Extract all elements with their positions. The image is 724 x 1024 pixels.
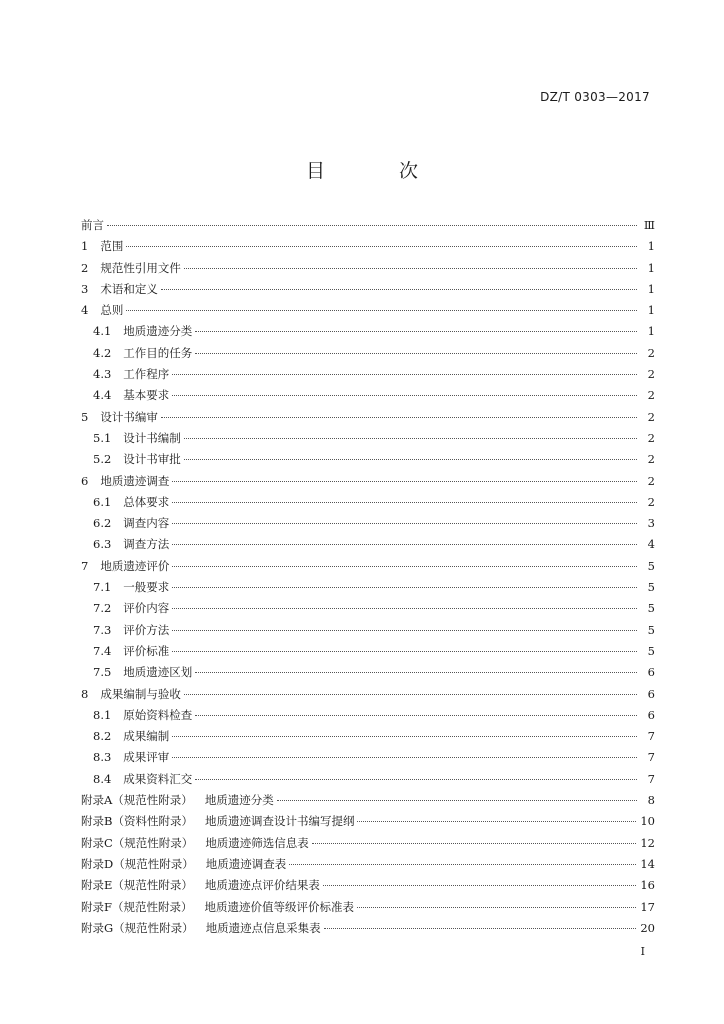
toc-entry-title: 设计书编审 <box>100 409 158 424</box>
toc-entry-number: 7.2 <box>93 601 112 616</box>
toc-entry-page: 5 <box>647 601 655 616</box>
toc-entry-page: 1 <box>647 239 655 254</box>
toc-entry-title: 地质遗迹分类 <box>123 324 193 339</box>
toc-entry-page: 1 <box>647 303 655 318</box>
toc-entry[interactable] <box>81 300 655 321</box>
toc-entry-page: Ⅲ <box>643 218 655 232</box>
toc-leader-dots <box>107 225 637 226</box>
toc-entry-page: 14 <box>640 856 655 871</box>
toc-entry-page: 1 <box>647 324 655 339</box>
toc-leader-dots <box>195 672 637 673</box>
toc-entry-number: 7.5 <box>93 665 112 680</box>
toc-entry[interactable] <box>81 449 655 470</box>
toc-leader-dots <box>172 630 637 631</box>
toc-entry-number: 4 <box>81 303 89 318</box>
toc-leader-dots <box>289 864 636 865</box>
toc-entry-title: 基本要求 <box>123 388 170 403</box>
toc-leader-dots <box>323 885 636 886</box>
toc-entry-number: 8.4 <box>93 771 112 786</box>
toc-leader-dots <box>195 353 637 354</box>
page-title: 目 次 <box>305 160 453 182</box>
toc-entry-title: 成果编制与验收 <box>100 686 181 701</box>
toc-leader-dots <box>172 502 637 503</box>
toc-entry[interactable] <box>81 854 655 875</box>
toc-entry[interactable] <box>81 833 655 854</box>
toc-entry-page: 6 <box>647 665 655 680</box>
toc-entry-title: 地质遗迹调查 <box>100 473 170 488</box>
toc-entry-page: 2 <box>647 494 655 509</box>
standard-code: DZ/T 0303—2017 <box>540 90 650 104</box>
toc-entry[interactable] <box>81 897 655 918</box>
toc-entry-page: 8 <box>647 793 655 808</box>
toc-entry-title: 设计书编制 <box>123 430 181 445</box>
toc-leader-dots <box>172 566 637 567</box>
toc-leader-dots <box>172 374 637 375</box>
toc-entry-page: 5 <box>647 643 655 658</box>
toc-entry-title: 设计书审批 <box>123 452 181 467</box>
toc-entry-title: 工作目的任务 <box>123 345 193 360</box>
toc-entry-title: 地质遗迹分类 <box>204 793 274 808</box>
toc-entry-title: 评价内容 <box>123 601 170 616</box>
toc-entry-number: 6.1 <box>93 494 112 509</box>
toc-entry-page: 2 <box>647 452 655 467</box>
toc-entry-title: 成果评审 <box>123 750 170 765</box>
toc-entry[interactable] <box>81 258 655 279</box>
toc-entry-page: 10 <box>640 814 655 829</box>
toc-entry-title: 地质遗迹调查设计书编写提纲 <box>204 814 355 829</box>
toc-leader-dots <box>172 736 637 737</box>
toc-entry-title: 地质遗迹区划 <box>123 665 193 680</box>
toc-leader-dots <box>172 544 637 545</box>
toc-entry-title: 范围 <box>100 239 124 254</box>
toc-leader-dots <box>161 289 637 290</box>
toc-entry-page: 2 <box>647 388 655 403</box>
toc-entry-number: 附录D（规范性附录） <box>81 856 194 871</box>
toc-entry-page: 5 <box>647 558 655 573</box>
toc-entry-page: 2 <box>647 430 655 445</box>
toc-entry-page: 2 <box>647 409 655 424</box>
toc-entry[interactable] <box>81 875 655 896</box>
toc-entry[interactable] <box>81 492 655 513</box>
toc-entry-number: 附录E（规范性附录） <box>81 878 193 893</box>
toc-entry-title: 成果编制 <box>123 729 170 744</box>
toc-entry-number: 1 <box>81 239 89 254</box>
toc-entry[interactable] <box>81 471 655 492</box>
toc-entry-page: 17 <box>640 899 655 914</box>
toc-entry[interactable] <box>81 385 655 406</box>
toc-leader-dots <box>172 651 637 652</box>
toc-entry-page: 4 <box>647 537 655 552</box>
toc-leader-dots <box>172 757 637 758</box>
toc-entry-number: 8.1 <box>93 707 112 722</box>
toc-entry-page: 6 <box>647 707 655 722</box>
toc-leader-dots <box>184 694 637 695</box>
toc-entry[interactable] <box>81 534 655 555</box>
toc-entry[interactable] <box>81 236 655 257</box>
toc-entry[interactable] <box>81 620 655 641</box>
toc-entry-title: 地质遗迹筛选信息表 <box>205 835 309 850</box>
toc-entry-number: 6.2 <box>93 516 112 531</box>
toc-entry[interactable] <box>81 577 655 598</box>
toc-entry-page: 7 <box>647 771 655 786</box>
toc-entry[interactable] <box>81 790 655 811</box>
toc-entry[interactable] <box>81 407 655 428</box>
toc-entry-title: 一般要求 <box>123 580 170 595</box>
toc-entry-number: 8 <box>81 686 89 701</box>
toc-leader-dots <box>172 608 637 609</box>
toc-leader-dots <box>172 395 637 396</box>
toc-entry-page: 3 <box>647 516 655 531</box>
table-of-contents <box>81 215 655 939</box>
toc-entry-number: 8.2 <box>93 729 112 744</box>
footer-page-number: I <box>640 945 645 958</box>
toc-entry[interactable] <box>81 215 655 236</box>
toc-leader-dots <box>357 907 636 908</box>
toc-entry[interactable] <box>81 364 655 385</box>
toc-entry-page: 5 <box>647 580 655 595</box>
toc-entry[interactable] <box>81 428 655 449</box>
toc-entry-title: 总体要求 <box>123 494 170 509</box>
toc-entry-number: 3 <box>81 281 89 296</box>
toc-entry-number: 7.4 <box>93 643 112 658</box>
toc-leader-dots <box>172 523 637 524</box>
toc-entry-title: 术语和定义 <box>100 281 158 296</box>
toc-entry-page: 16 <box>640 878 655 893</box>
toc-entry-number: 5.2 <box>93 452 112 467</box>
toc-entry-number: 4.2 <box>93 345 112 360</box>
toc-entry-number: 2 <box>81 260 89 275</box>
toc-entry-title: 评价标准 <box>123 643 170 658</box>
toc-entry-number: 附录B（资料性附录） <box>81 814 193 829</box>
toc-leader-dots <box>195 715 637 716</box>
toc-leader-dots <box>324 928 637 929</box>
toc-entry-title: 成果资料汇交 <box>123 771 193 786</box>
toc-entry-title: 前言 <box>81 218 104 232</box>
toc-entry-number: 7.3 <box>93 622 112 637</box>
toc-entry-number: 6 <box>81 473 89 488</box>
toc-entry-title: 总则 <box>100 303 124 318</box>
toc-entry-number: 4.4 <box>93 388 112 403</box>
toc-leader-dots <box>357 821 636 822</box>
toc-entry-page: 7 <box>647 750 655 765</box>
toc-entry-title: 调查方法 <box>123 537 170 552</box>
toc-entry-title: 地质遗迹点评价结果表 <box>204 878 320 893</box>
toc-entry-page: 12 <box>640 835 655 850</box>
toc-entry-title: 地质遗迹评价 <box>100 558 170 573</box>
toc-entry-page: 2 <box>647 345 655 360</box>
toc-entry-page: 6 <box>647 686 655 701</box>
toc-entry-page: 1 <box>647 260 655 275</box>
toc-entry-number: 附录F（规范性附录） <box>81 899 193 914</box>
toc-entry-number: 7.1 <box>93 580 112 595</box>
toc-entry-number: 4.1 <box>93 324 112 339</box>
toc-leader-dots <box>195 331 637 332</box>
toc-entry-number: 5 <box>81 409 89 424</box>
toc-entry-title: 地质遗迹点信息采集表 <box>205 920 321 935</box>
toc-leader-dots <box>172 481 637 482</box>
toc-entry[interactable] <box>81 726 655 747</box>
toc-entry[interactable] <box>81 598 655 619</box>
toc-entry-title: 工作程序 <box>123 367 170 382</box>
toc-entry[interactable] <box>81 641 655 662</box>
toc-entry-page: 5 <box>647 622 655 637</box>
toc-entry-title: 原始资料检查 <box>123 707 193 722</box>
toc-entry-title: 调查内容 <box>123 516 170 531</box>
toc-entry-number: 4.3 <box>93 367 112 382</box>
toc-entry[interactable] <box>81 705 655 726</box>
toc-leader-dots <box>161 417 637 418</box>
toc-leader-dots <box>312 843 637 844</box>
toc-entry-number: 7 <box>81 558 89 573</box>
toc-entry-title: 规范性引用文件 <box>100 260 181 275</box>
toc-leader-dots <box>195 779 637 780</box>
toc-entry-page: 2 <box>647 367 655 382</box>
toc-entry-page: 2 <box>647 473 655 488</box>
toc-entry-number: 5.1 <box>93 430 112 445</box>
toc-entry[interactable] <box>81 684 655 705</box>
toc-entry-page: 20 <box>640 920 655 935</box>
toc-entry-title: 评价方法 <box>123 622 170 637</box>
toc-entry[interactable] <box>81 918 655 939</box>
toc-entry-page: 7 <box>647 729 655 744</box>
toc-entry[interactable] <box>81 321 655 342</box>
toc-entry[interactable] <box>81 769 655 790</box>
toc-entry[interactable] <box>81 556 655 577</box>
toc-entry-title: 地质遗迹调查表 <box>205 856 287 871</box>
toc-entry-number: 6.3 <box>93 537 112 552</box>
toc-leader-dots <box>184 268 637 269</box>
toc-entry[interactable] <box>81 747 655 768</box>
toc-leader-dots <box>126 310 637 311</box>
toc-entry-number: 附录A（规范性附录） <box>81 793 193 808</box>
toc-leader-dots <box>184 459 637 460</box>
toc-entry[interactable] <box>81 811 655 832</box>
toc-leader-dots <box>126 246 637 247</box>
toc-entry[interactable] <box>81 343 655 364</box>
toc-leader-dots <box>277 800 637 801</box>
toc-entry-number: 附录C（规范性附录） <box>81 835 194 850</box>
toc-entry-number: 8.3 <box>93 750 112 765</box>
toc-entry-title: 地质遗迹价值等级评价标准表 <box>204 899 354 914</box>
toc-leader-dots <box>184 438 637 439</box>
toc-entry[interactable] <box>81 662 655 683</box>
toc-entry-page: 1 <box>647 281 655 296</box>
toc-entry-number: 附录G（规范性附录） <box>81 920 194 935</box>
toc-entry[interactable] <box>81 279 655 300</box>
toc-leader-dots <box>172 587 637 588</box>
toc-entry[interactable] <box>81 513 655 534</box>
